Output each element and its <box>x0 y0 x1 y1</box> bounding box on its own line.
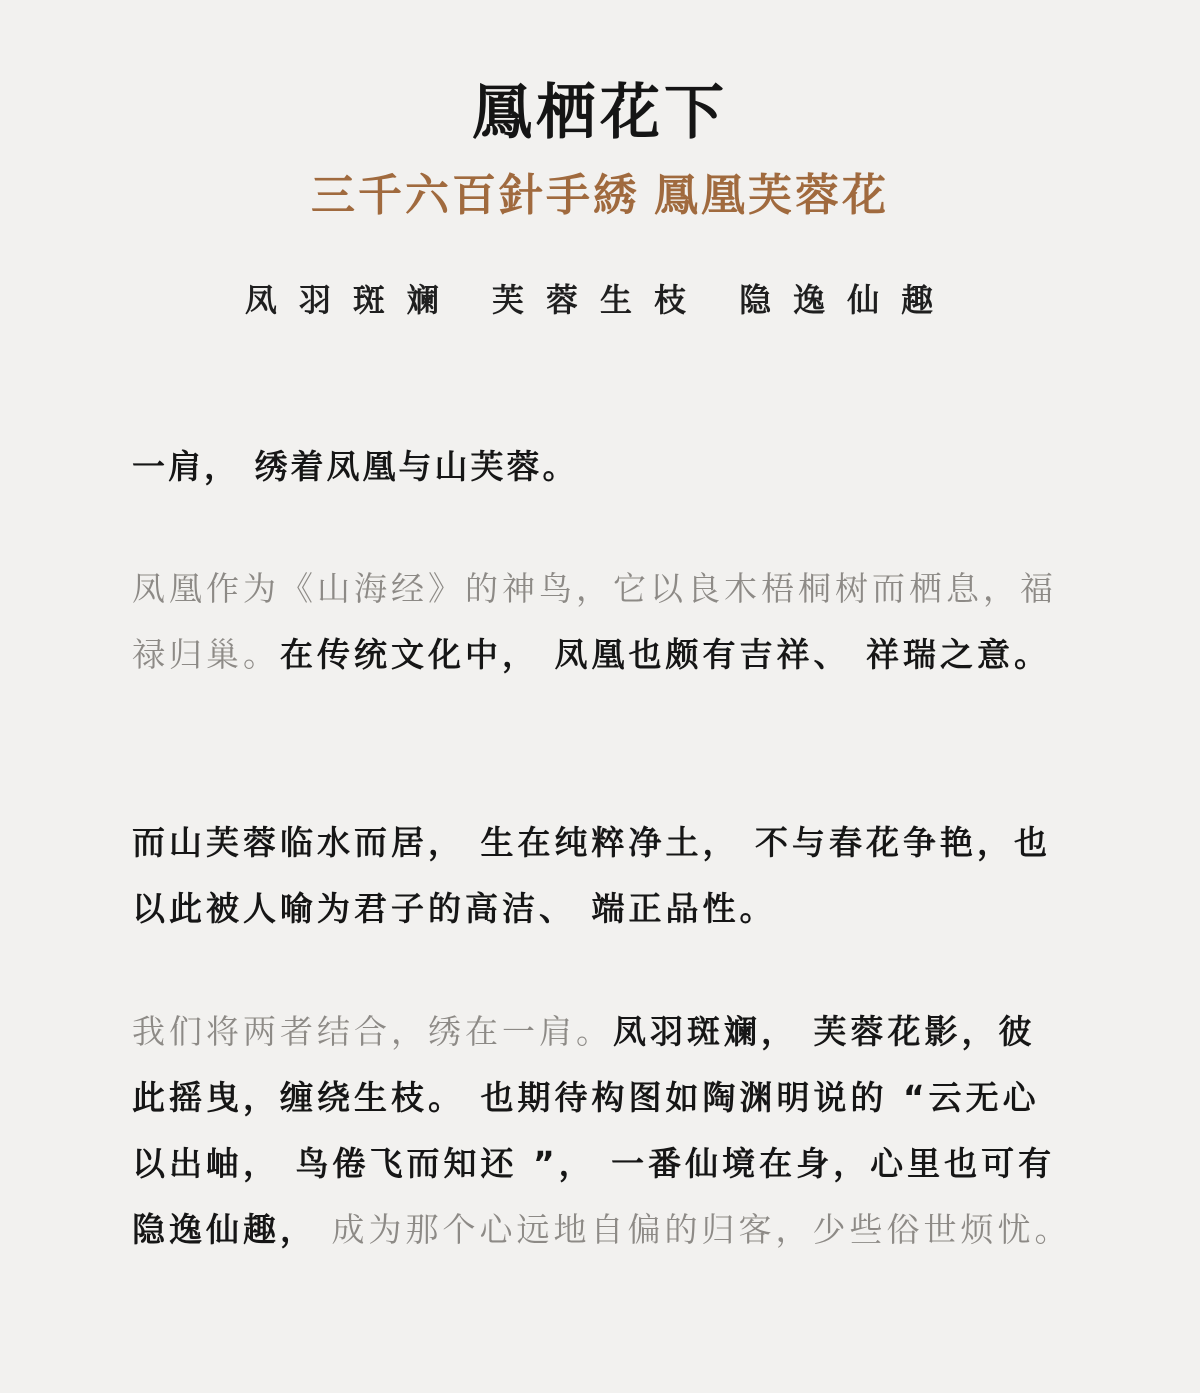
paragraph-phoenix-light: 凤凰作为《山海经》的神鸟，它以良木梧桐树而栖息，福禄归巢。 <box>132 569 1057 674</box>
paragraph-combination-light-a: 我们将两者结合，绣在一肩。 <box>132 1012 613 1051</box>
paragraph-combination-light-b: 成为那个心远地自偏的归客，少些俗世烦忧。 <box>317 1210 1072 1249</box>
paragraph-intro <box>132 434 1072 500</box>
page-title: 鳳栖花下 <box>472 78 728 148</box>
tagline <box>0 278 1200 322</box>
subtitle-part-1: 三千六百針手綉 <box>311 170 640 221</box>
paragraph-combination <box>132 999 1072 1263</box>
paragraph-combination-dark: 凤羽斑斓， 芙蓉花影，彼此摇曳，缠绕生枝。 也期待构图如陶渊明说的 “云无心以出岫， 鸟倦飞而知还 ”， 一番仙境在身，心里也可有隐逸仙趣， <box>132 1012 1056 1249</box>
paragraph-phoenix-dark: 在传统文化中， 凤凰也颇有吉祥、 祥瑞之意。 <box>280 635 1051 674</box>
paragraph-phoenix <box>132 556 1072 688</box>
page-subtitle <box>0 166 1200 226</box>
tagline-item: 凤羽斑斓 <box>244 281 461 319</box>
paragraph-hibiscus <box>132 810 1072 942</box>
tagline-item: 隐逸仙趣 <box>739 281 956 319</box>
paragraph-intro-text: 一肩， 绣着凤凰与山芙蓉。 <box>132 447 579 486</box>
subtitle-part-2: 鳳凰芙蓉花 <box>654 170 889 221</box>
tagline-item: 芙蓉生枝 <box>491 281 708 319</box>
paragraph-hibiscus-text: 而山芙蓉临水而居， 生在纯粹净土， 不与春花争艳，也以此被人喻为君子的高洁、 端正品性。 <box>132 823 1051 928</box>
